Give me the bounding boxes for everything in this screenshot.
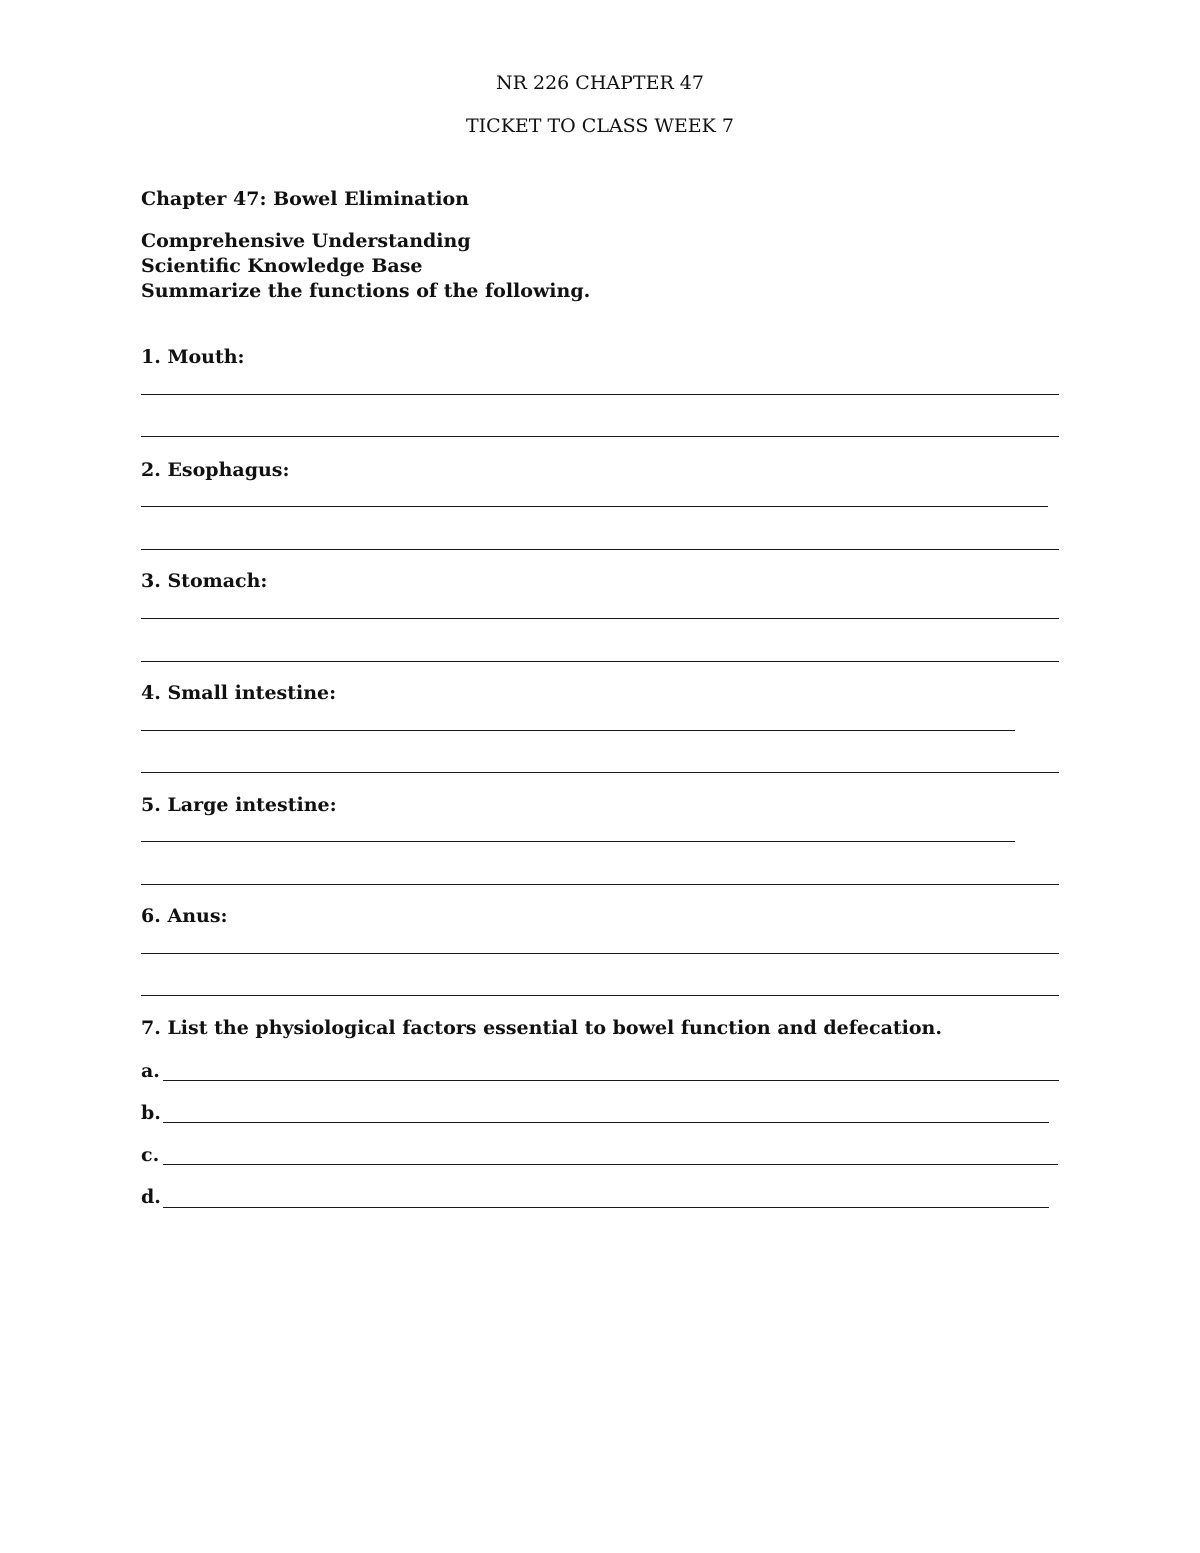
answer-line[interactable] <box>141 995 1059 996</box>
intro-line-3: Summarize the functions of the following. <box>141 280 591 302</box>
document-subtitle: TICKET TO CLASS WEEK 7 <box>466 115 734 137</box>
answer-line[interactable] <box>141 506 1048 507</box>
intro-line-1: Comprehensive Understanding <box>141 230 471 252</box>
item-a-label: a. <box>141 1060 160 1082</box>
question-3-label: 3. Stomach: <box>141 570 268 592</box>
answer-line[interactable] <box>141 661 1059 662</box>
question-1-label: 1. Mouth: <box>141 346 245 368</box>
answer-line[interactable] <box>163 1207 1049 1208</box>
question-4-label: 4. Small intestine: <box>141 682 337 704</box>
answer-line[interactable] <box>141 884 1059 885</box>
answer-line[interactable] <box>141 436 1059 437</box>
item-c-label: c. <box>141 1144 160 1166</box>
question-7-label: 7. List the physiological factors essential to bowel function and defecation. <box>141 1017 942 1039</box>
answer-line[interactable] <box>141 772 1059 773</box>
answer-line[interactable] <box>141 841 1015 842</box>
intro-line-2: Scientific Knowledge Base <box>141 255 423 277</box>
question-2-label: 2. Esophagus: <box>141 459 290 481</box>
answer-line[interactable] <box>141 953 1059 954</box>
item-d-label: d. <box>141 1186 161 1208</box>
answer-line[interactable] <box>141 394 1059 395</box>
answer-line[interactable] <box>163 1122 1049 1123</box>
answer-line[interactable] <box>163 1164 1058 1165</box>
question-6-label: 6. Anus: <box>141 905 228 927</box>
item-b-label: b. <box>141 1102 161 1124</box>
question-5-label: 5. Large intestine: <box>141 794 337 816</box>
answer-line[interactable] <box>141 549 1059 550</box>
answer-line[interactable] <box>141 730 1015 731</box>
chapter-heading: Chapter 47: Bowel Elimination <box>141 188 469 210</box>
answer-line[interactable] <box>163 1080 1059 1081</box>
answer-line[interactable] <box>141 618 1059 619</box>
document-title: NR 226 CHAPTER 47 <box>496 72 704 94</box>
